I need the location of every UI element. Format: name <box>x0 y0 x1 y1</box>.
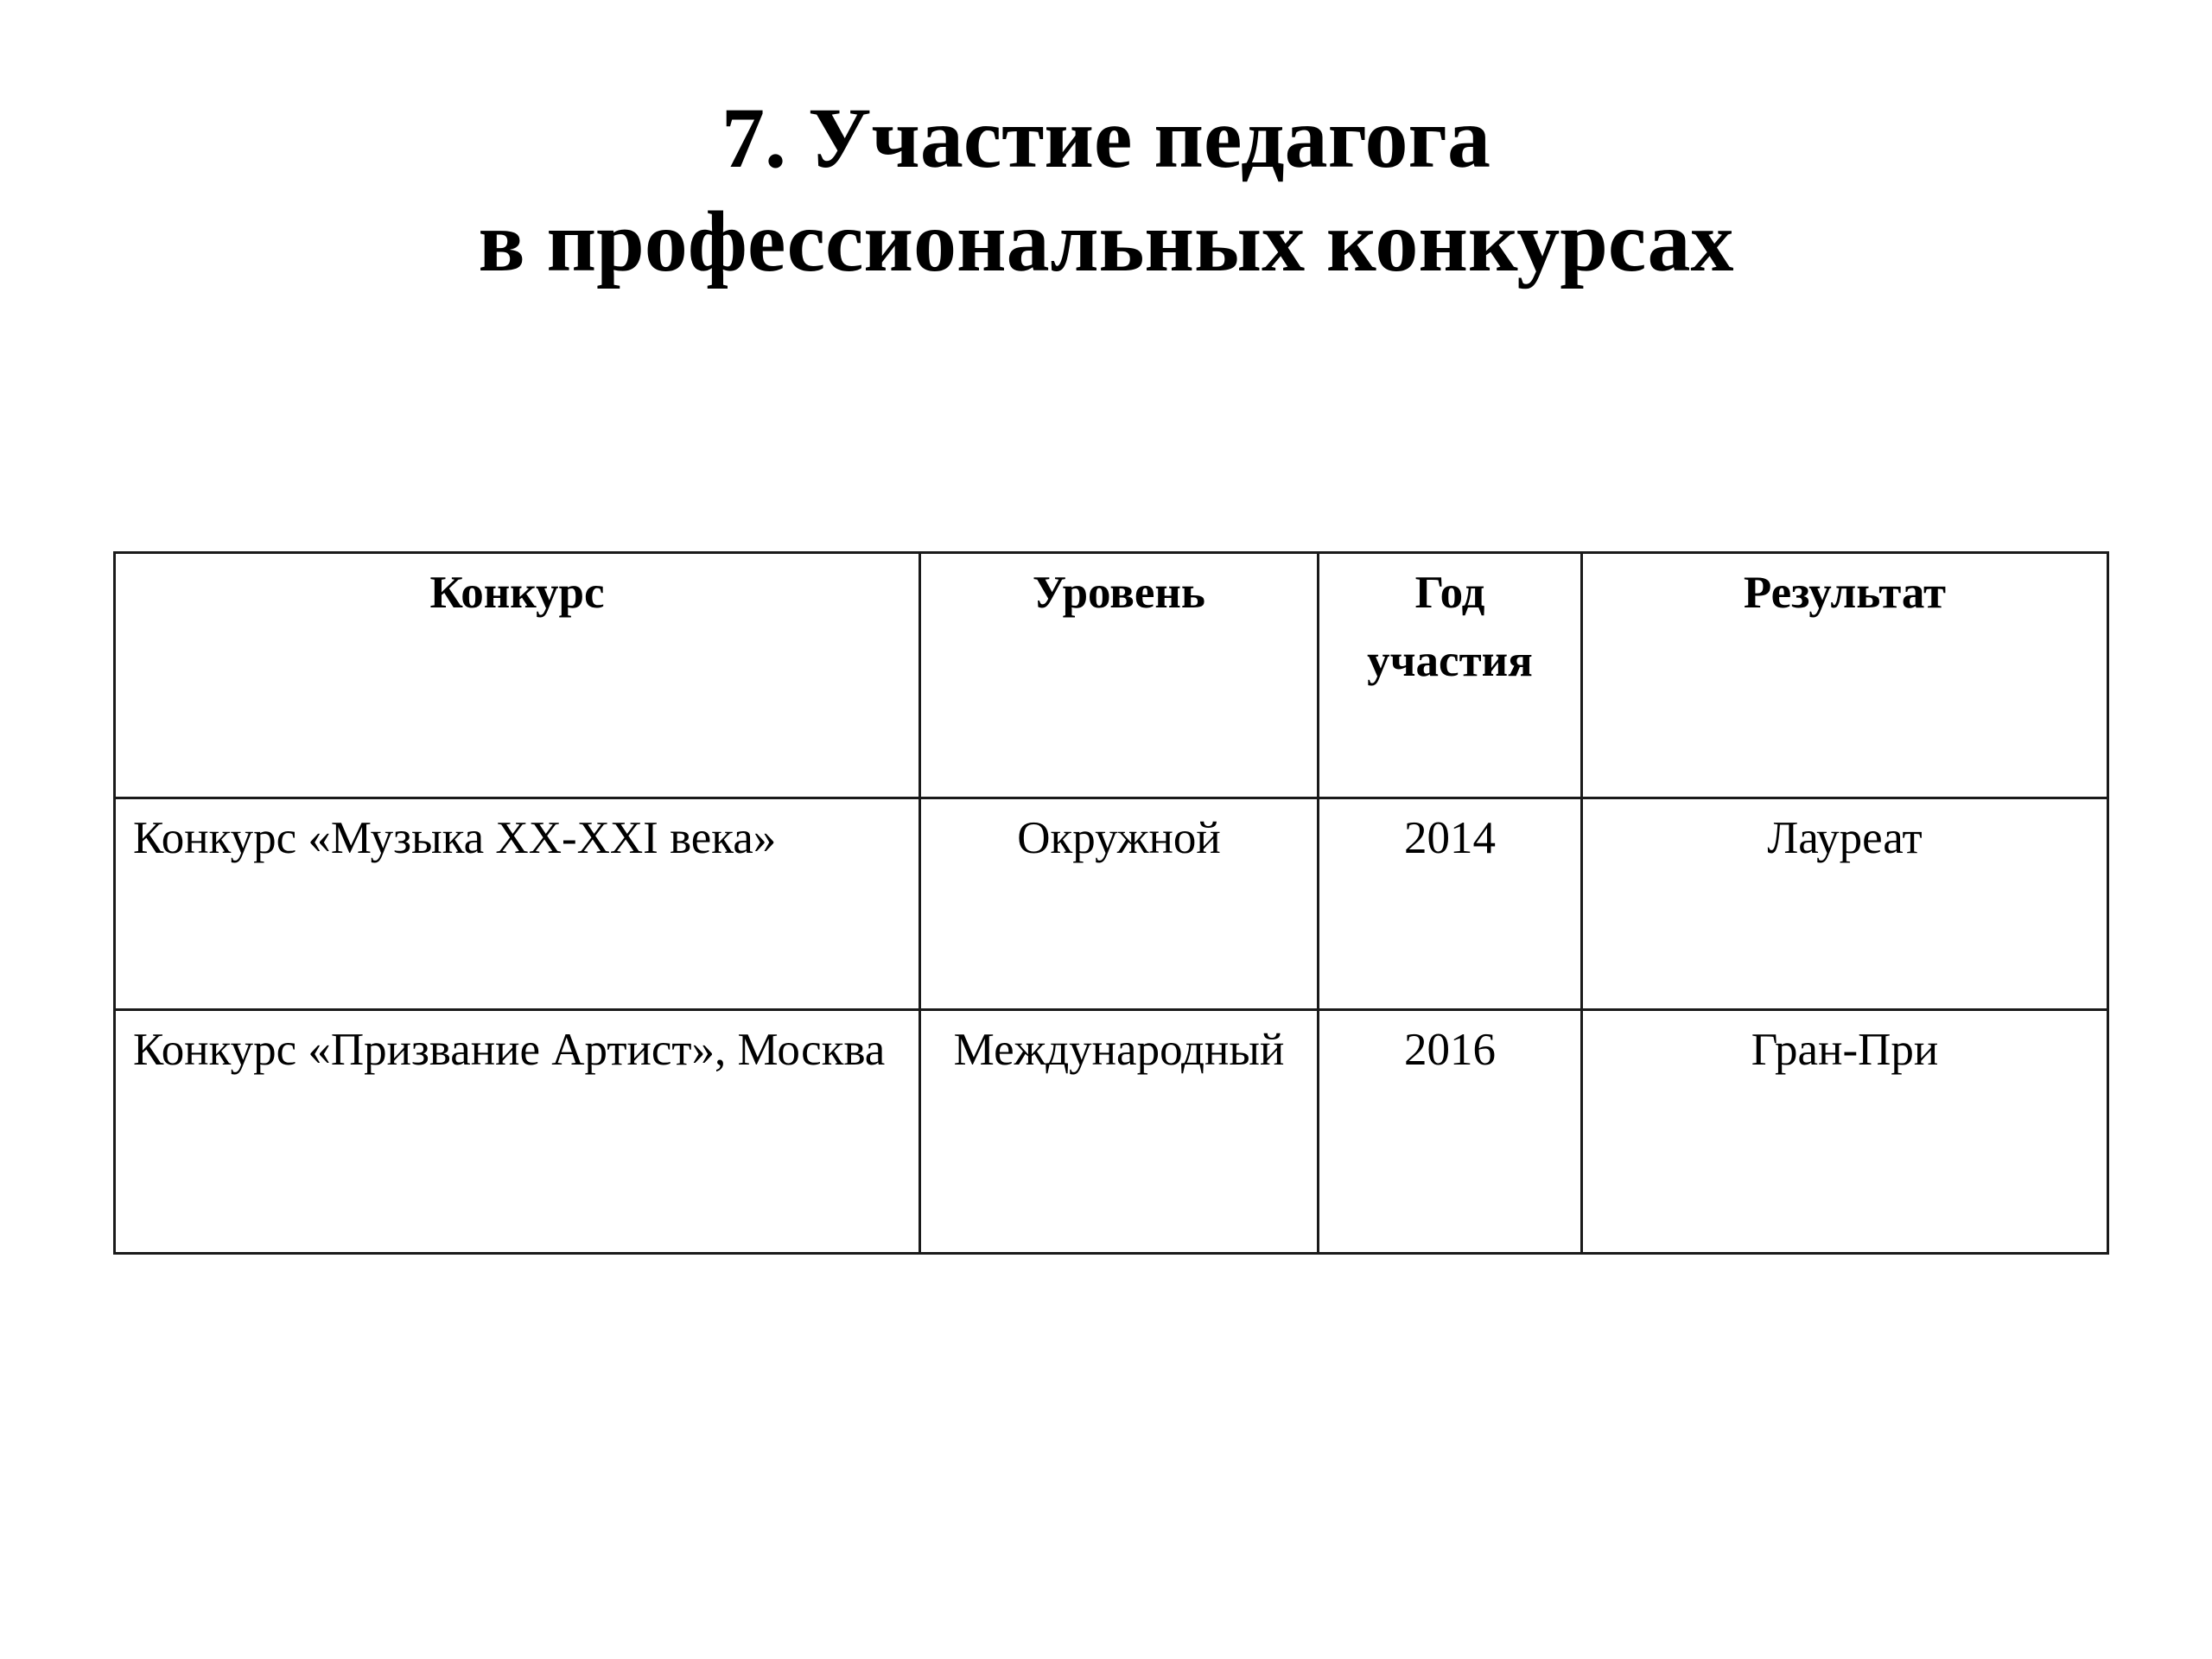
table-row <box>115 1010 2108 1254</box>
header-year: Год участия <box>1319 553 1582 798</box>
header-level: Уровень <box>920 553 1319 798</box>
cell-contest: Конкурс «Музыка XX-XXI века» <box>115 798 920 1010</box>
header-contest: Конкурс <box>115 553 920 798</box>
contests-table <box>113 551 2109 1255</box>
cell-level: Окружной <box>920 798 1319 1010</box>
contests-table-container <box>113 551 2107 1255</box>
cell-year: 2014 <box>1319 798 1582 1010</box>
cell-result: Гран-При <box>1582 1010 2108 1254</box>
cell-result: Лауреат <box>1582 798 2108 1010</box>
page-title-line-1: 7. Участие педагога <box>721 90 1491 186</box>
page-title-line-2: в профессиональных конкурсах <box>478 194 1734 289</box>
cell-year: 2016 <box>1319 1010 1582 1254</box>
page-title <box>0 86 2212 294</box>
table-row <box>115 798 2108 1010</box>
cell-level: Международный <box>920 1010 1319 1254</box>
table-header-row <box>115 553 2108 798</box>
cell-contest: Конкурс «Призвание Артист», Москва <box>115 1010 920 1254</box>
header-result: Результат <box>1582 553 2108 798</box>
